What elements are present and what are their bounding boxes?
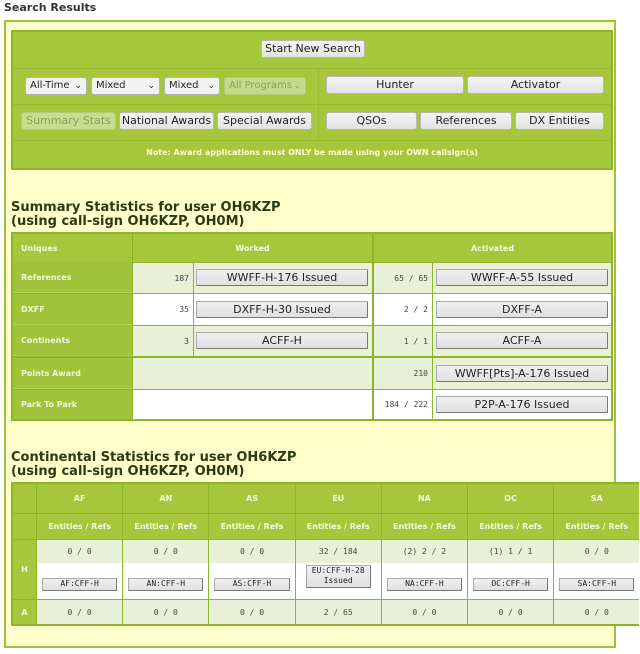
wwff-pts-award-button[interactable]: WWFF[Pts]-A-176 Issued: [436, 365, 608, 382]
qsos-button[interactable]: QSOs: [326, 112, 417, 130]
national-awards-button[interactable]: National Awards: [119, 112, 214, 130]
row-label-park-to-park: Park To Park: [13, 390, 132, 419]
act-count-dxff: 2 / 2: [374, 294, 432, 325]
header-worked: Worked: [133, 234, 372, 262]
p2p-award-button[interactable]: P2P-A-176 Issued: [436, 396, 608, 413]
award-status: Issued: [323, 576, 353, 585]
award-cell: [209, 563, 294, 599]
entities-refs-header: Entities / Refs: [554, 514, 639, 539]
program-select-value: All Programs: [229, 80, 292, 91]
award-cell: [296, 563, 381, 599]
entities-refs-header: Entities / Refs: [296, 514, 381, 539]
page-title: Search Results: [4, 1, 97, 14]
award-cell: [468, 563, 553, 599]
award-cell: [554, 563, 639, 599]
continental-table: [11, 482, 639, 626]
continental-award-button[interactable]: AS:CFF-H: [214, 578, 289, 591]
worked-count-dxff: 35: [133, 294, 193, 325]
search-control-panel: [11, 30, 613, 170]
activator-button[interactable]: Activator: [467, 76, 604, 94]
period-select[interactable]: [25, 77, 87, 95]
worked-empty-cell: [133, 358, 372, 389]
activator-value: 0 / 0: [554, 600, 639, 624]
continental-title-line2: (using call-sign OH6KZP, OH0M): [11, 464, 245, 479]
special-awards-button[interactable]: Special Awards: [217, 112, 312, 130]
act-count-continents: 1 / 1: [374, 326, 432, 356]
continent-header: SA: [554, 484, 639, 513]
worked-award-cell: [194, 263, 372, 293]
award-cell: [382, 563, 467, 599]
mode-select[interactable]: [91, 77, 160, 95]
act-award-cell: [433, 390, 611, 419]
wwff-h-award-button[interactable]: WWFF-H-176 Issued: [196, 269, 368, 286]
chevron-down-icon: ⌄: [207, 81, 215, 91]
act-award-cell: [433, 358, 611, 389]
activator-value: 0 / 0: [209, 600, 294, 624]
period-select-value: All-Time: [30, 80, 70, 91]
activator-value: 0 / 0: [37, 600, 122, 624]
activator-value: 0 / 0: [468, 600, 553, 624]
continental-award-button[interactable]: [306, 565, 371, 588]
continental-award-button[interactable]: AF:CFF-H: [42, 578, 117, 591]
continental-award-button[interactable]: SA:CFF-H: [559, 578, 634, 591]
acff-h-award-button[interactable]: ACFF-H: [196, 332, 368, 349]
summary-stats-button[interactable]: Summary Stats: [21, 112, 116, 130]
header-uniques: Uniques: [13, 234, 132, 262]
mode-select-value: Mixed: [96, 80, 126, 91]
chevron-down-icon: ⌄: [147, 81, 155, 91]
activator-value: 0 / 0: [382, 600, 467, 624]
acff-a-award-button[interactable]: ACFF-A: [436, 332, 608, 349]
entities-refs-header: Entities / Refs: [209, 514, 294, 539]
panel-row-views: [13, 104, 611, 141]
hunter-value: (1) 1 / 1: [468, 540, 553, 563]
act-award-cell: [433, 294, 611, 325]
hunter-value: 32 / 184: [296, 540, 381, 563]
summary-title-line2: (using call-sign OH6KZP, OH0M): [11, 214, 245, 229]
continent-header: EU: [296, 484, 381, 513]
chevron-down-icon: ⌄: [293, 81, 301, 91]
continental-award-button[interactable]: OC:CFF-H: [473, 578, 548, 591]
hunter-value: 0 / 0: [37, 540, 122, 563]
continent-header: AF: [37, 484, 122, 513]
hunter-value: 0 / 0: [554, 540, 639, 563]
activator-value: 0 / 0: [123, 600, 208, 624]
worked-empty-cell: [133, 390, 372, 419]
row-label-h: H: [13, 540, 36, 599]
row-label-references: References: [13, 262, 132, 293]
dxff-h-award-button[interactable]: DXFF-H-30 Issued: [196, 301, 368, 318]
award-label: EU:CFF-H-28: [311, 566, 365, 575]
chevron-down-icon: ⌄: [74, 81, 82, 91]
continent-header: AN: [123, 484, 208, 513]
corner-cell: [13, 484, 36, 513]
continent-header: NA: [382, 484, 467, 513]
panel-row-start: [13, 32, 611, 69]
continental-award-button[interactable]: NA:CFF-H: [387, 578, 462, 591]
row-label-a: A: [13, 600, 36, 624]
row-label-continents: Continents: [13, 325, 132, 356]
act-count-references: 65 / 65: [374, 263, 432, 293]
continental-title-line1: Continental Statistics for user OH6KZP: [11, 450, 297, 465]
act-award-cell: [433, 326, 611, 356]
award-cell: [37, 563, 122, 599]
dx-entities-button[interactable]: DX Entities: [515, 112, 604, 130]
continent-header: AS: [209, 484, 294, 513]
band-select-value: Mixed: [169, 80, 199, 91]
header-activated: Activated: [374, 234, 611, 262]
act-count-points: 210: [374, 358, 432, 389]
dxff-a-award-button[interactable]: DXFF-A: [436, 301, 608, 318]
act-count-p2p: 184 / 222: [374, 390, 432, 419]
panel-divider: [318, 68, 319, 140]
continental-award-button[interactable]: AN:CFF-H: [128, 578, 203, 591]
hunter-value: 0 / 0: [209, 540, 294, 563]
wwff-a-award-button[interactable]: WWFF-A-55 Issued: [436, 269, 608, 286]
panel-row-filters: [13, 68, 611, 105]
worked-count-references: 187: [133, 263, 193, 293]
entities-refs-header: Entities / Refs: [382, 514, 467, 539]
corner-cell: [13, 514, 36, 539]
hunter-value: (2) 2 / 2: [382, 540, 467, 563]
panel-row-note: [13, 140, 611, 168]
hunter-value: 0 / 0: [123, 540, 208, 563]
entities-refs-header: Entities / Refs: [468, 514, 553, 539]
row-label-dxff: DXFF: [13, 294, 132, 325]
references-button[interactable]: References: [420, 112, 512, 130]
worked-award-cell: [194, 326, 372, 356]
summary-title-line1: Summary Statistics for user OH6KZP: [11, 200, 281, 215]
summary-table: [11, 232, 613, 421]
award-cell: [123, 563, 208, 599]
award-note: Note: Award applications must ONLY be made using your OWN callsign(s): [146, 148, 478, 157]
row-label-points-award: Points Award: [13, 358, 132, 389]
start-new-search-button[interactable]: Start New Search: [261, 40, 365, 58]
act-award-cell: [433, 263, 611, 293]
continent-header: OC: [468, 484, 553, 513]
worked-award-cell: [194, 294, 372, 325]
entities-refs-header: Entities / Refs: [37, 514, 122, 539]
worked-count-continents: 3: [133, 326, 193, 356]
hunter-button[interactable]: Hunter: [326, 76, 464, 94]
band-select[interactable]: [164, 77, 220, 95]
entities-refs-header: Entities / Refs: [123, 514, 208, 539]
activator-value: 2 / 65: [296, 600, 381, 624]
program-select[interactable]: [224, 77, 306, 95]
